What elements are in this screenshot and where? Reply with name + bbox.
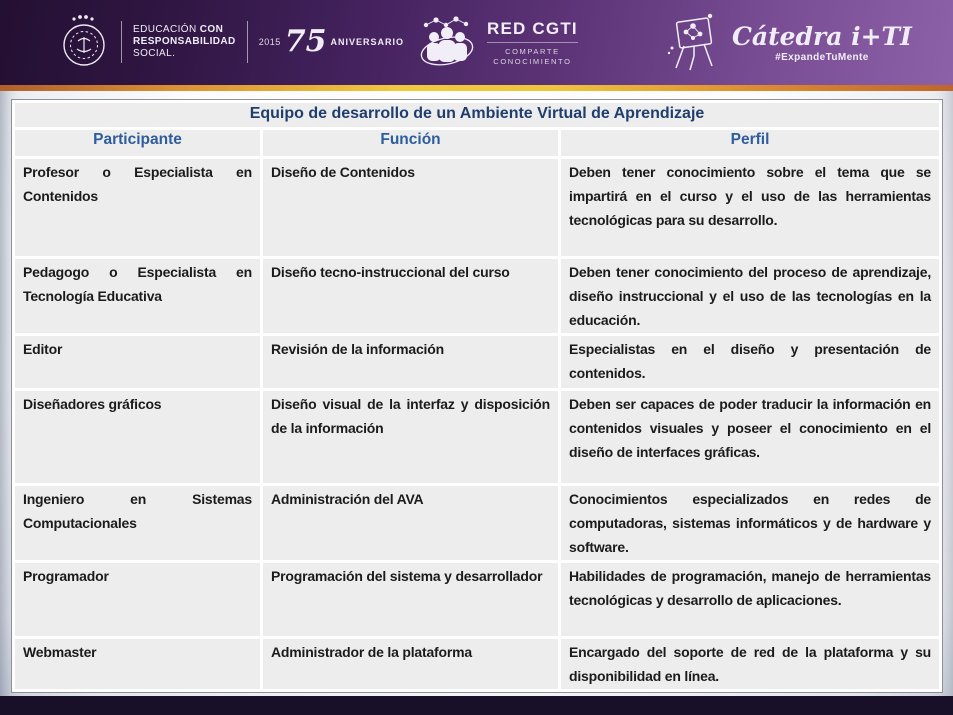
participante-cell: Diseñadores gráficos	[15, 391, 260, 483]
participante-cell: Pedagogo o Especialista en Tecnología Educativa	[15, 259, 260, 333]
anniversary-label: ANIVERSARIO	[330, 37, 404, 47]
red-cgti-subtitle-line1: COMPARTE	[505, 47, 560, 56]
people-network-icon	[416, 13, 478, 73]
funcion-cell: Diseño tecno-instruccional del curso	[263, 259, 558, 333]
column-header-funcion: Función	[263, 130, 558, 156]
table-title: Equipo de desarrollo de un Ambiente Virtual de Aprendizaje	[15, 103, 939, 127]
table-row	[15, 159, 939, 256]
slogan-line3: SOCIAL.	[133, 48, 176, 59]
anniversary-year: 2015	[258, 37, 281, 47]
participante-cell: Ingeniero en Sistemas Computacionales	[15, 486, 260, 560]
funcion-cell: Diseño visual de la interfaz y disposición de la información	[263, 391, 558, 483]
table-row	[15, 336, 939, 388]
perfil-cell: Deben ser capaces de poder traducir la información en contenidos visuales y poseer el conocimiento en el diseño de interfaces gráficas.	[561, 391, 939, 483]
slogan-line1-bold: CON	[199, 24, 224, 35]
perfil-cell: Habilidades de programación, manejo de herramientas tecnológicas y desarrollo de aplicaciones.	[561, 563, 939, 636]
funcion-cell: Programación del sistema y desarrollador	[263, 563, 558, 636]
table-row	[15, 639, 939, 689]
perfil-cell: Deben tener conocimiento del proceso de aprendizaje, diseño instruccional y el uso de las tecnologías en la educación.	[561, 259, 939, 333]
funcion-cell: Administración del AVA	[263, 486, 558, 560]
participante-cell: Editor	[15, 336, 260, 388]
funcion-cell: Administrador de la plataforma	[263, 639, 558, 689]
catedra-title: Cátedra i+TI	[732, 22, 912, 51]
funcion-cell: Diseño de Contenidos	[263, 159, 558, 256]
table-header-row	[15, 130, 939, 156]
red-cgti-title: RED CGTI	[487, 19, 578, 43]
divider	[121, 21, 122, 63]
funcion-cell: Revisión de la información	[263, 336, 558, 388]
content-table-wrap	[11, 99, 941, 693]
top-banner	[0, 0, 953, 85]
slogan-line2: RESPONSABILIDAD	[133, 36, 236, 47]
catedra-hashtag: #ExpandeTuMente	[775, 52, 869, 63]
red-cgti-logo-group	[416, 13, 578, 73]
anniversary-number: 75	[284, 24, 327, 59]
divider	[247, 21, 248, 63]
table-row	[15, 486, 939, 560]
education-slogan	[133, 24, 236, 60]
table-row	[15, 259, 939, 333]
table-title-row	[15, 103, 939, 127]
perfil-cell: Deben tener conocimiento sobre el tema que se impartirá en el curso y el uso de las herramientas tecnológicas para su desarrollo.	[561, 159, 939, 256]
catedra-iti-logo-group	[666, 12, 912, 74]
footer-bar	[0, 696, 953, 715]
column-header-participante: Participante	[15, 130, 260, 156]
perfil-cell: Especialistas en el diseño y presentación de contenidos.	[561, 336, 939, 388]
university-logo-group	[58, 13, 404, 71]
anniversary-lockup	[258, 24, 404, 59]
participante-cell: Webmaster	[15, 639, 260, 689]
accent-stripe	[0, 85, 953, 91]
perfil-cell: Encargado del soporte de red de la plataforma y su disponibilidad en línea.	[561, 639, 939, 689]
column-header-perfil: Perfil	[561, 130, 939, 156]
easel-molecule-icon	[666, 12, 722, 74]
participante-cell: Programador	[15, 563, 260, 636]
ava-team-table	[11, 99, 943, 693]
table-body	[15, 103, 939, 689]
perfil-cell: Conocimientos especializados en redes de computadoras, sistemas informáticos y de hardware y software.	[561, 486, 939, 560]
red-cgti-subtitle-line2: CONOCIMIENTO	[493, 57, 572, 66]
table-row	[15, 391, 939, 483]
slogan-line1: EDUCACIÓN	[133, 24, 200, 35]
table-row	[15, 563, 939, 636]
participante-cell: Profesor o Especialista en Contenidos	[15, 159, 260, 256]
university-seal-icon	[58, 13, 110, 71]
